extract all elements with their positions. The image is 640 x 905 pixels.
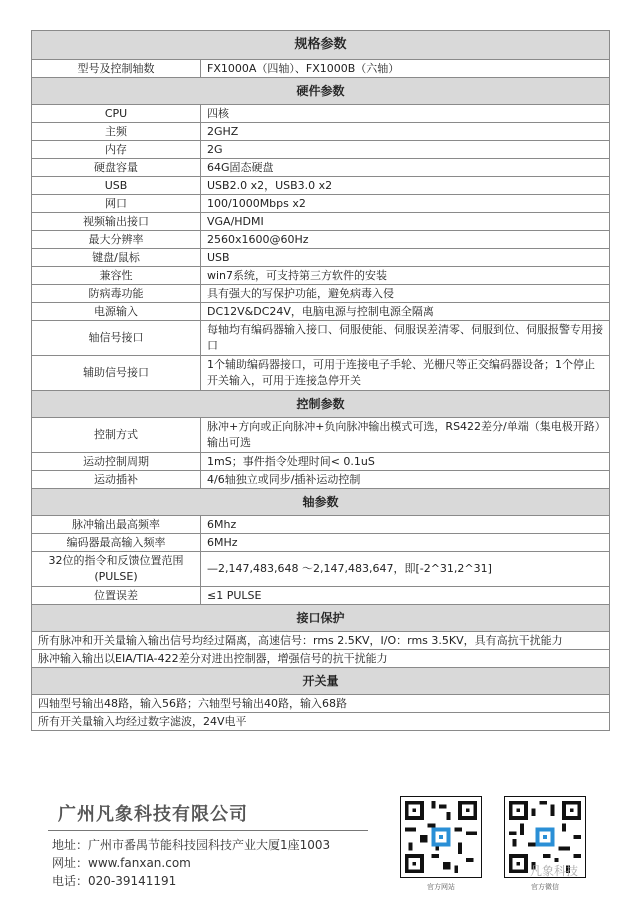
spec-value: win7系统，可支持第三方软件的安装 <box>201 267 610 285</box>
spec-row <box>32 141 610 159</box>
spec-row <box>32 516 610 534</box>
spec-value: —2,147,483,648 ～2,147,483,647，即[-2^31,2^31] <box>201 552 610 587</box>
spec-line-row <box>32 713 610 731</box>
spec-value: 2GHZ <box>201 123 610 141</box>
spec-label: 运动插补 <box>32 471 201 489</box>
spec-label: 网口 <box>32 195 201 213</box>
spec-row <box>32 321 610 356</box>
section-interface <box>32 605 610 632</box>
section-title: 硬件参数 <box>32 78 610 105</box>
spec-row <box>32 249 610 267</box>
spec-label: 键盘/鼠标 <box>32 249 201 267</box>
spec-label: 兼容性 <box>32 267 201 285</box>
spec-label: 辅助信号接口 <box>32 356 201 391</box>
spec-label: 内存 <box>32 141 201 159</box>
company-name: 广州凡象科技有限公司 <box>58 804 248 825</box>
spec-value: 每轴均有编码器输入接口、伺服使能、伺服误差清零、伺服到位、伺服报警专用接口 <box>201 321 610 356</box>
section-switch <box>32 668 610 695</box>
spec-label: 编码器最高输入频率 <box>32 534 201 552</box>
spec-row <box>32 213 610 231</box>
spec-label: 32位的指令和反馈位置范围(PULSE) <box>32 552 201 587</box>
spec-label: 电源输入 <box>32 303 201 321</box>
spec-value: 6Mhz <box>201 516 610 534</box>
spec-row <box>32 231 610 249</box>
section-title: 轴参数 <box>32 489 610 516</box>
spec-label: 轴信号接口 <box>32 321 201 356</box>
spec-label: 最大分辨率 <box>32 231 201 249</box>
model-value: FX1000A（四轴）、FX1000B（六轴） <box>201 60 610 78</box>
spec-label: USB <box>32 177 201 195</box>
spec-value: 1mS；事件指令处理时间< 0.1uS <box>201 453 610 471</box>
spec-value: ≤1 PULSE <box>201 587 610 605</box>
section-control <box>32 391 610 418</box>
spec-value: 64G固态硬盘 <box>201 159 610 177</box>
section-axis <box>32 489 610 516</box>
section-title: 接口保护 <box>32 605 610 632</box>
model-row <box>32 60 610 78</box>
spec-value: USB <box>201 249 610 267</box>
spec-line: 脉冲输入输出以EIA/TIA-422差分对进出控制器，增强信号的抗干扰能力 <box>32 650 610 668</box>
spec-line: 四轴型号输出48路，输入56路；六轴型号输出40路，输入68路 <box>32 695 610 713</box>
spec-title-row <box>32 31 610 60</box>
spec-value: 2560x1600@60Hz <box>201 231 610 249</box>
spec-value: 1个辅助编码器接口，可用于连接电子手轮、光栅尺等正交编码器设备；1个停止开关输入，可用于连接急停开关 <box>201 356 610 391</box>
spec-row <box>32 471 610 489</box>
spec-row <box>32 453 610 471</box>
spec-row <box>32 105 610 123</box>
website-text: 网址：www.fanxan.com <box>52 856 191 870</box>
spec-value: 四核 <box>201 105 610 123</box>
spec-value: 脉冲+方向或正向脉冲+负向脉冲输出模式可选，RS422差分/单端（集电极开路）输出可选 <box>201 418 610 453</box>
spec-line: 所有脉冲和开关量输入输出信号均经过隔离，高速信号：rms 2.5KV，I/O：rms 3.5KV，具有高抗干扰能力 <box>32 632 610 650</box>
spec-label: CPU <box>32 105 201 123</box>
spec-value: DC12V&DC24V，电脑电源与控制电源全隔离 <box>201 303 610 321</box>
model-label: 型号及控制轴数 <box>32 60 201 78</box>
spec-line-row <box>32 650 610 668</box>
spec-value: USB2.0 x2，USB3.0 x2 <box>201 177 610 195</box>
spec-row <box>32 177 610 195</box>
spec-label: 控制方式 <box>32 418 201 453</box>
spec-row <box>32 267 610 285</box>
spec-line: 所有开关量输入均经过数字滤波，24V电平 <box>32 713 610 731</box>
wechat-qr-caption: 官方微信 <box>531 883 559 891</box>
spec-label: 防病毒功能 <box>32 285 201 303</box>
spec-row <box>32 356 610 391</box>
spec-value: 4/6轴独立或同步/插补运动控制 <box>201 471 610 489</box>
section-title: 开关量 <box>32 668 610 695</box>
section-title: 控制参数 <box>32 391 610 418</box>
spec-label: 视频输出接口 <box>32 213 201 231</box>
spec-label: 运动控制周期 <box>32 453 201 471</box>
spec-row <box>32 159 610 177</box>
spec-value: 100/1000Mbps x2 <box>201 195 610 213</box>
spec-row <box>32 552 610 587</box>
website-qr-caption: 官方网站 <box>427 883 455 891</box>
spec-label: 位置误差 <box>32 587 201 605</box>
spec-line-row <box>32 695 610 713</box>
spec-label: 主频 <box>32 123 201 141</box>
footer <box>48 790 608 900</box>
spec-row <box>32 285 610 303</box>
spec-row <box>32 195 610 213</box>
spec-value: 6MHz <box>201 534 610 552</box>
spec-title: 规格参数 <box>32 31 610 60</box>
spec-label: 脉冲输出最高频率 <box>32 516 201 534</box>
footer-divider <box>48 830 368 831</box>
spec-value: VGA/HDMI <box>201 213 610 231</box>
section-hardware <box>32 78 610 105</box>
spec-value: 2G <box>201 141 610 159</box>
spec-row <box>32 123 610 141</box>
spec-table <box>31 30 610 731</box>
website-qr-code <box>400 796 482 878</box>
phone-text: 电话：020-39141191 <box>52 874 177 888</box>
address-text: 地址：广州市番禺节能科技园科技产业大厦1座1003 <box>52 838 331 852</box>
spec-row <box>32 587 610 605</box>
spec-line-row <box>32 632 610 650</box>
spec-label: 硬盘容量 <box>32 159 201 177</box>
watermark-text: 凡象科技 <box>530 864 579 878</box>
spec-row <box>32 534 610 552</box>
spec-row <box>32 303 610 321</box>
spec-value: 具有强大的写保护功能，避免病毒入侵 <box>201 285 610 303</box>
spec-row <box>32 418 610 453</box>
